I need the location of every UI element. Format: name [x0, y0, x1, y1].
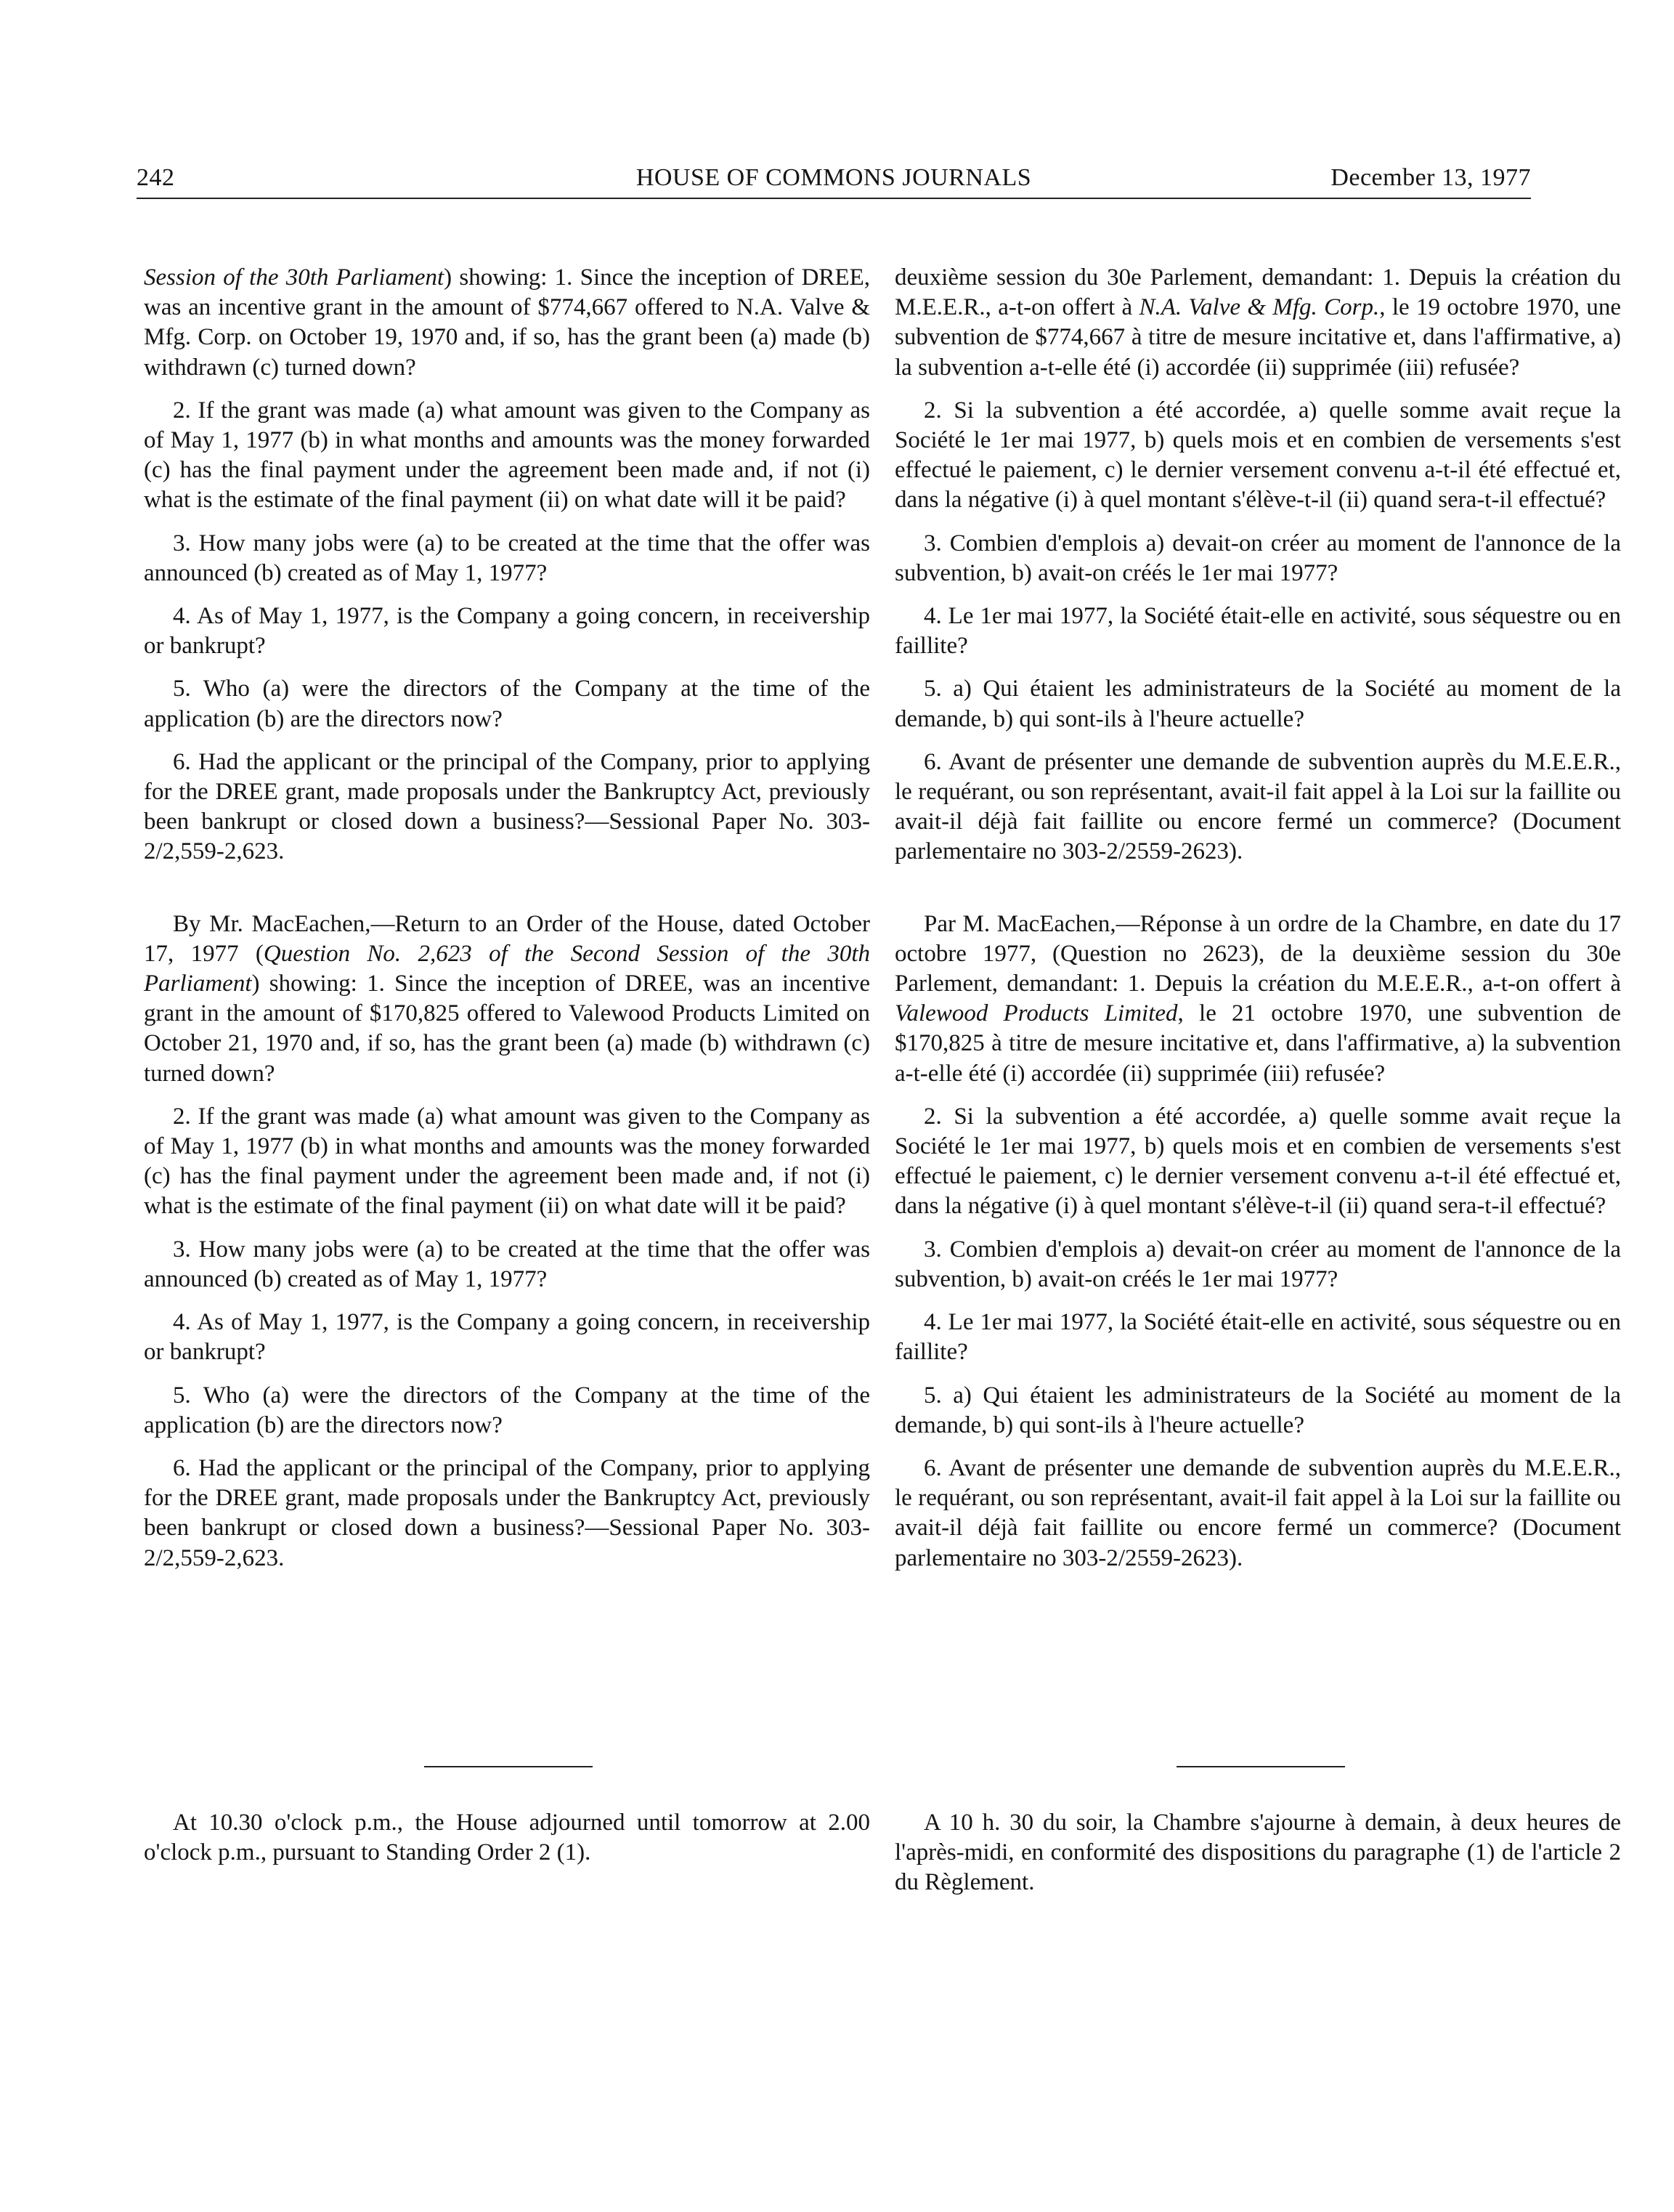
return-2-intro-b: ) showing: 1. Since the inception of DREE, was an incentive grant in the amount of $170,825 offered to Valewood Products Limited on October 21, 1970 and, if so, has the grant been (a) made (b) withdrawn (c) turned down? — [144, 971, 870, 1087]
page-header — [137, 160, 1531, 199]
return-2-intro — [144, 909, 870, 1089]
adjournment-french — [895, 1808, 1621, 1898]
reponse-2-question-6: 6. Avant de présenter une demande de subvention auprès du M.E.E.R., le requérant, ou son représentant, avait-il fait appel à la Loi sur la faillite ou avait-il déjà fait faillite ou encore fermé un commerce? (Document parlementaire no 303-2/2559-2623). — [895, 1454, 1621, 1571]
return-1-intro-text: ) showing: 1. Since the inception of DREE, was an incentive grant in the amount of $774,667 offered to N.A. Valve & Mfg. Corp. on October 19, 1970 and, if so, has the grant been (a) made (b) withdrawn (c) turned down? — [144, 264, 871, 381]
reponse-1-question-3: 3. Combien d'emplois a) devait-on créer au moment de l'annonce de la subvention, b) avait-on créés le 1er mai 1977? — [895, 530, 1621, 586]
journal-title: HOUSE OF COMMONS JOURNALS — [635, 164, 1032, 191]
reponse-2-intro-b: , le 21 octobre 1970, une subvention de $170,825 à titre de mesure incitative et, dans l'affirmative, a) la subvention a-t-elle été (i) accordée (ii) supprimée (iii) refusée? — [895, 1000, 1621, 1087]
reponse-2-question-5: 5. a) Qui étaient les administrateurs de la Société au moment de la demande, b) qui sont-ils à l'heure actuelle? — [895, 1382, 1621, 1438]
journal-date: December 13, 1977 — [1330, 164, 1531, 191]
return-2-intro-a: By Mr. MacEachen,—Return to an Order of the House, dated October 17, 1977 ( — [144, 910, 870, 967]
return-1-session-italic: Session of the 30th Parliament — [144, 264, 444, 291]
return-2-question-5: 5. Who (a) were the directors of the Company at the time of the application (b) are the directors now? — [144, 1382, 870, 1438]
return-1-question-4: 4. As of May 1, 1977, is the Company a going concern, in receivership or bankrupt? — [144, 603, 870, 660]
reponse-1-intro — [895, 263, 1621, 383]
return-2-question-3: 3. How many jobs were (a) to be created at the time that the offer was announced (b) created as of May 1, 1977? — [144, 1236, 870, 1292]
reponse-1-intro-a: deuxième session du 30e Parlement, demandant: 1. Depuis la création du M.E.E.R., a-t-on offert à — [895, 264, 1621, 321]
reponse-2-question-3: 3. Combien d'emplois a) devait-on créer au moment de l'annonce de la subvention, b) avait-on créés le 1er mai 1977? — [895, 1236, 1621, 1292]
reponse-1-company-italic: N.A. Valve & Mfg. Corp. — [1139, 294, 1380, 321]
return-1-question-3: 3. How many jobs were (a) to be created at the time that the offer was announced (b) created as of May 1, 1977? — [144, 530, 870, 586]
return-2-question-italic: Question No. 2,623 of the Second Session of the 30th Parliament — [144, 940, 870, 997]
reponse-2-question-2: 2. Si la subvention a été accordée, a) quelle somme avait reçue la Société le 1er mai 1977, b) quels mois et en combien de versements s'est effectué le paiement, c) le dernier versement convenu a-t-il été effectué et, dans la négative (i) à quel montant s'élève-t-il (ii) quand sera-t-il effectué? — [895, 1103, 1621, 1220]
return-2-question-2: 2. If the grant was made (a) what amount was given to the Company as of May 1, 1977 (b) in what months and amounts was the money forwarded (c) has the final payment under the agreement been made and, if not (i) what is the estimate of the final payment (ii) on what date will it be paid? — [144, 1103, 870, 1220]
reponse-2-intro-a: Par M. MacEachen,—Réponse à un ordre de la Chambre, en date du 17 octobre 1977, (Question no 2623), de la deuxième session du 30e Parlement, demandant: 1. Depuis la création du M.E.E.R., a-t-on offert à — [895, 910, 1621, 997]
reponse-1-question-2: 2. Si la subvention a été accordée, a) quelle somme avait reçue la Société le 1er mai 1977, b) quels mois et en combien de versements s'est effectué le paiement, c) le dernier versement convenu a-t-il été effectué et, dans la négative (i) à quel montant s'élève-t-il (ii) quand sera-t-il effectué? — [895, 397, 1621, 514]
reponse-2-company-italic: Valewood Products Limited — [895, 1000, 1178, 1027]
return-1-question-6: 6. Had the applicant or the principal of the Company, prior to applying for the DREE grant, made proposals under the Bankruptcy Act, previously been bankrupt or closed down a business?—Sessional Paper No. 303-2/2,559-2,623. — [144, 748, 870, 865]
section-divider-right — [1177, 1766, 1345, 1767]
english-column — [144, 263, 870, 1587]
reponse-1-intro-b: , le 19 octobre 1970, une subvention de $774,667 à titre de mesure incitative et, dans l'affirmative, a) la subvention a-t-elle été (i) accordée (ii) supprimée (iii) refusée? — [895, 294, 1621, 381]
page-number: 242 — [137, 164, 175, 191]
section-divider-left — [424, 1766, 593, 1767]
adjournment-text-english: At 10.30 o'clock p.m., the House adjourned until tomorrow at 2.00 o'clock p.m., pursuant to Standing Order 2 (1). — [144, 1810, 870, 1866]
reponse-2-intro — [895, 909, 1621, 1089]
adjournment-english — [144, 1808, 870, 1868]
return-2-question-4: 4. As of May 1, 1977, is the Company a going concern, in receivership or bankrupt? — [144, 1309, 870, 1366]
return-1-question-2: 2. If the grant was made (a) what amount was given to the Company as of May 1, 1977 (b) in what months and amounts was the money forwarded (c) has the final payment under the agreement been made and, if not (i) what is the estimate of the final payment (ii) on what date will it be paid? — [144, 397, 870, 514]
reponse-1-question-6: 6. Avant de présenter une demande de subvention auprès du M.E.E.R., le requérant, ou son représentant, avait-il fait appel à la Loi sur la faillite ou avait-il déjà fait faillite ou encore fermé un commerce? (Document parlementaire no 303-2/2559-2623). — [895, 748, 1621, 865]
french-column — [895, 263, 1621, 1587]
adjournment-text-french: A 10 h. 30 du soir, la Chambre s'ajourne à demain, à deux heures de l'après-midi, en conformité des dispositions du paragraphe (1) de l'article 2 du Règlement. — [895, 1810, 1621, 1896]
return-1-question-5: 5. Who (a) were the directors of the Company at the time of the application (b) are the directors now? — [144, 676, 870, 732]
reponse-1-question-4: 4. Le 1er mai 1977, la Société était-elle en activité, sous séquestre ou en faillite? — [895, 603, 1621, 660]
reponse-1-question-5: 5. a) Qui étaient les administrateurs de la Société au moment de la demande, b) qui sont-ils à l'heure actuelle? — [895, 676, 1621, 732]
reponse-2-question-4: 4. Le 1er mai 1977, la Société était-elle en activité, sous séquestre ou en faillite? — [895, 1309, 1621, 1366]
return-2-question-6: 6. Had the applicant or the principal of the Company, prior to applying for the DREE grant, made proposals under the Bankruptcy Act, previously been bankrupt or closed down a business?—Sessional Paper No. 303-2/2,559-2,623. — [144, 1454, 870, 1571]
return-1-intro — [144, 263, 870, 383]
